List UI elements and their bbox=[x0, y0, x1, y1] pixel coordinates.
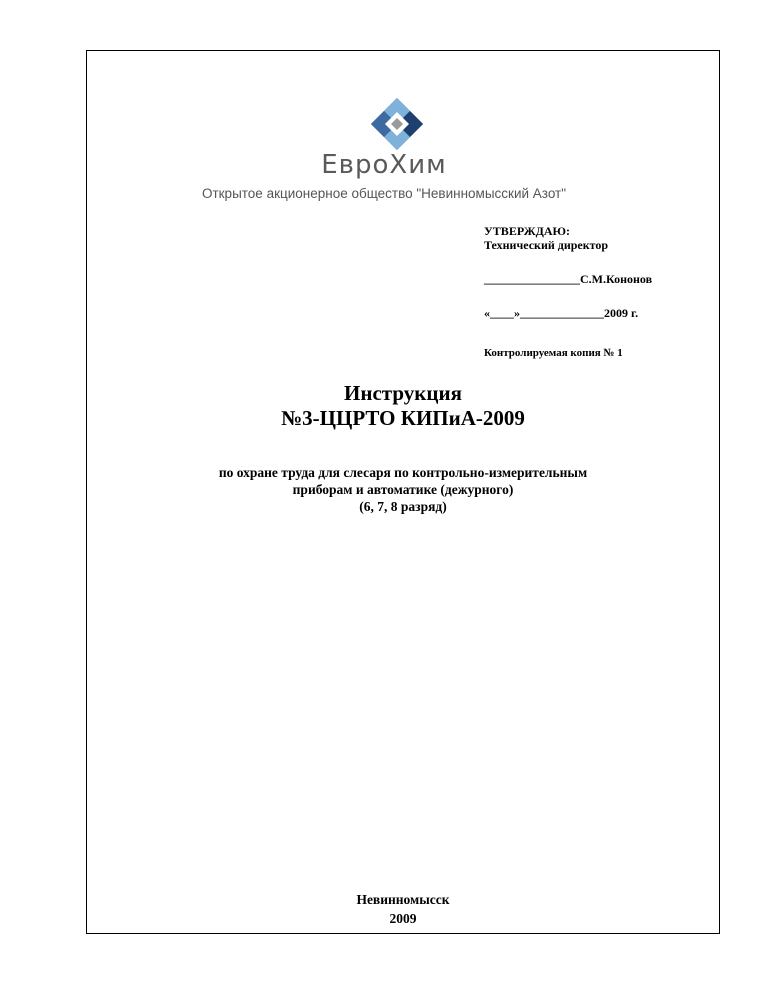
eurochem-logo-icon bbox=[369, 96, 425, 152]
approval-date-line: «____»______________2009 г. bbox=[484, 306, 639, 320]
footer-year: 2009 bbox=[389, 911, 417, 926]
subtitle-line-1: по охране труда для слесаря по контрольно-измерительным bbox=[218, 465, 588, 480]
approve-heading: УТВЕРЖДАЮ: bbox=[484, 224, 571, 238]
brand-name: ЕвроХим bbox=[321, 150, 447, 180]
controlled-copy-label: Контролируемая копия № 1 bbox=[484, 347, 623, 359]
footer-city: Невинномысск bbox=[356, 892, 450, 907]
approver-position: Технический директор bbox=[484, 238, 609, 252]
document-title: Инструкция bbox=[344, 381, 462, 405]
document-number: №3-ЦЦРТО КИПиА-2009 bbox=[281, 406, 525, 430]
approver-signature-line: ________________С.М.Кононов bbox=[484, 272, 653, 286]
subtitle-line-3: (6, 7, 8 разряд) bbox=[359, 499, 447, 514]
subtitle-line-2: приборам и автоматике (дежурного) bbox=[292, 482, 514, 497]
company-name: Открытое акционерное общество "Невинномысский Азот" bbox=[201, 186, 567, 201]
